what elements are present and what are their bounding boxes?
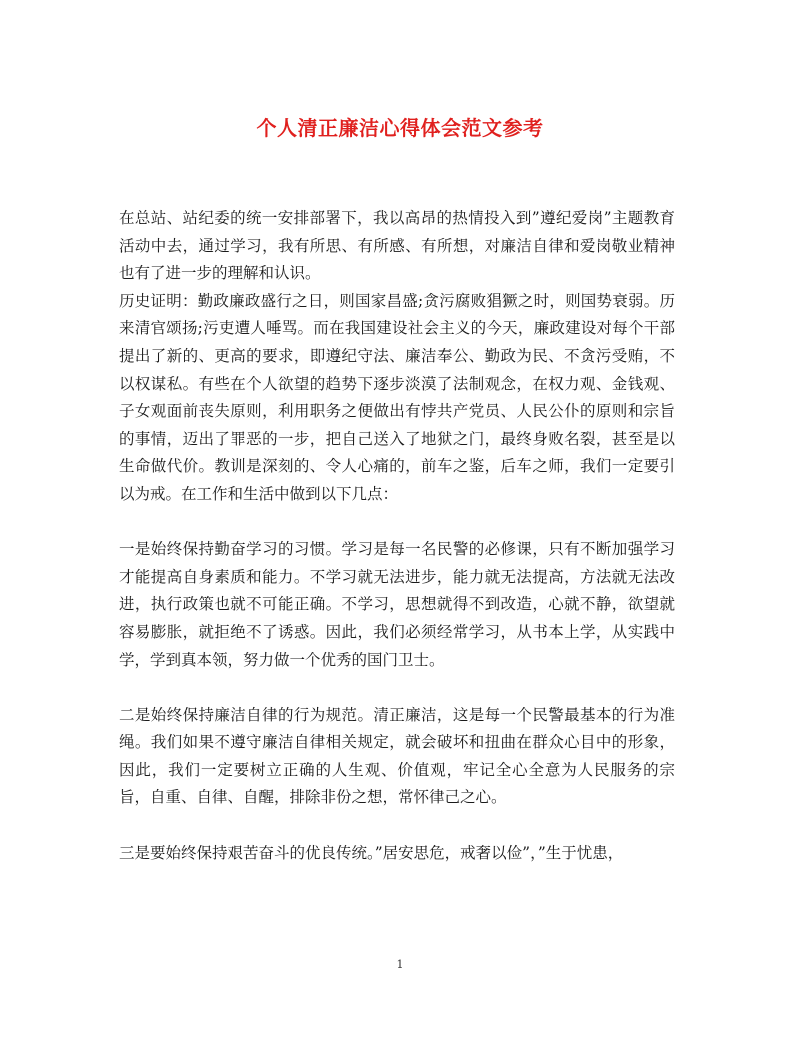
paragraph-spacer (119, 509, 675, 537)
paragraph-intro: 在总站、站纪委的统一安排部署下，我以高昂的热情投入到”遵纪爱岗”主题教育活动中去，通过学习，我有所思、有所感、有所想，对廉洁自律和爱岗敬业精神也有了进一步的理解和认识。 (119, 209, 675, 283)
document-body (119, 205, 675, 867)
paragraph-point-three: 三是要始终保持艰苦奋斗的优良传统。”居安思危，戒奢以俭”，”生于忧患， (119, 843, 624, 862)
page-number: 1 (396, 958, 404, 971)
paragraph-point-two: 二是始终保持廉洁自律的行为规范。清正廉洁，这是每一个民警最基本的行为准绳。我们如果不遵守廉洁自律相关规定，就会破坏和扭曲在群众心目中的形象，因此，我们一定要树立正确的人生观、价值观，牢记全心全意为人民服务的宗旨，自重、自律、自醒，排除非份之想，常怀律己之心。 (119, 705, 675, 807)
paragraph-spacer (119, 674, 675, 702)
paragraph-spacer (119, 812, 675, 840)
paragraph-history: 历史证明：勤政廉政盛行之日，则国家昌盛;贪污腐败猖獗之时，则国势衰弱。历来清官颂扬;污吏遭人唾骂。而在我国建设社会主义的今天，廉政建设对每个干部提出了新的、更高的要求，即遵纪守法、廉洁奉公、勤政为民、不贪污受贿，不以权谋私。有些在个人欲望的趋势下逐步淡漠了法制观念，在权力观、金钱观、子女观面前丧失原则，利用职务之便做出有悖共产党员、人民公仆的原则和宗旨的事情，迈出了罪恶的一步，把自己送入了地狱之门，最终身败名裂，甚至是以生命做代价。教训是深刻的、令人心痛的，前车之鉴，后车之师，我们一定要引以为戒。在工作和生活中做到以下几点： (119, 291, 675, 503)
paragraph-point-one: 一是始终保持勤奋学习的习惯。学习是每一名民警的必修课，只有不断加强学习才能提高自身素质和能力。不学习就无法进步，能力就无法提高，方法就无法改进，执行政策也就不可能正确。不学习，思想就得不到改造，心就不静，欲望就容易膨胀，就拒绝不了诱惑。因此，我们必须经常学习，从书本上学，从实践中学，学到真本领，努力做一个优秀的国门卫士。 (119, 540, 675, 669)
document-title: 个人清正廉洁心得体会范文参考 (256, 116, 544, 140)
